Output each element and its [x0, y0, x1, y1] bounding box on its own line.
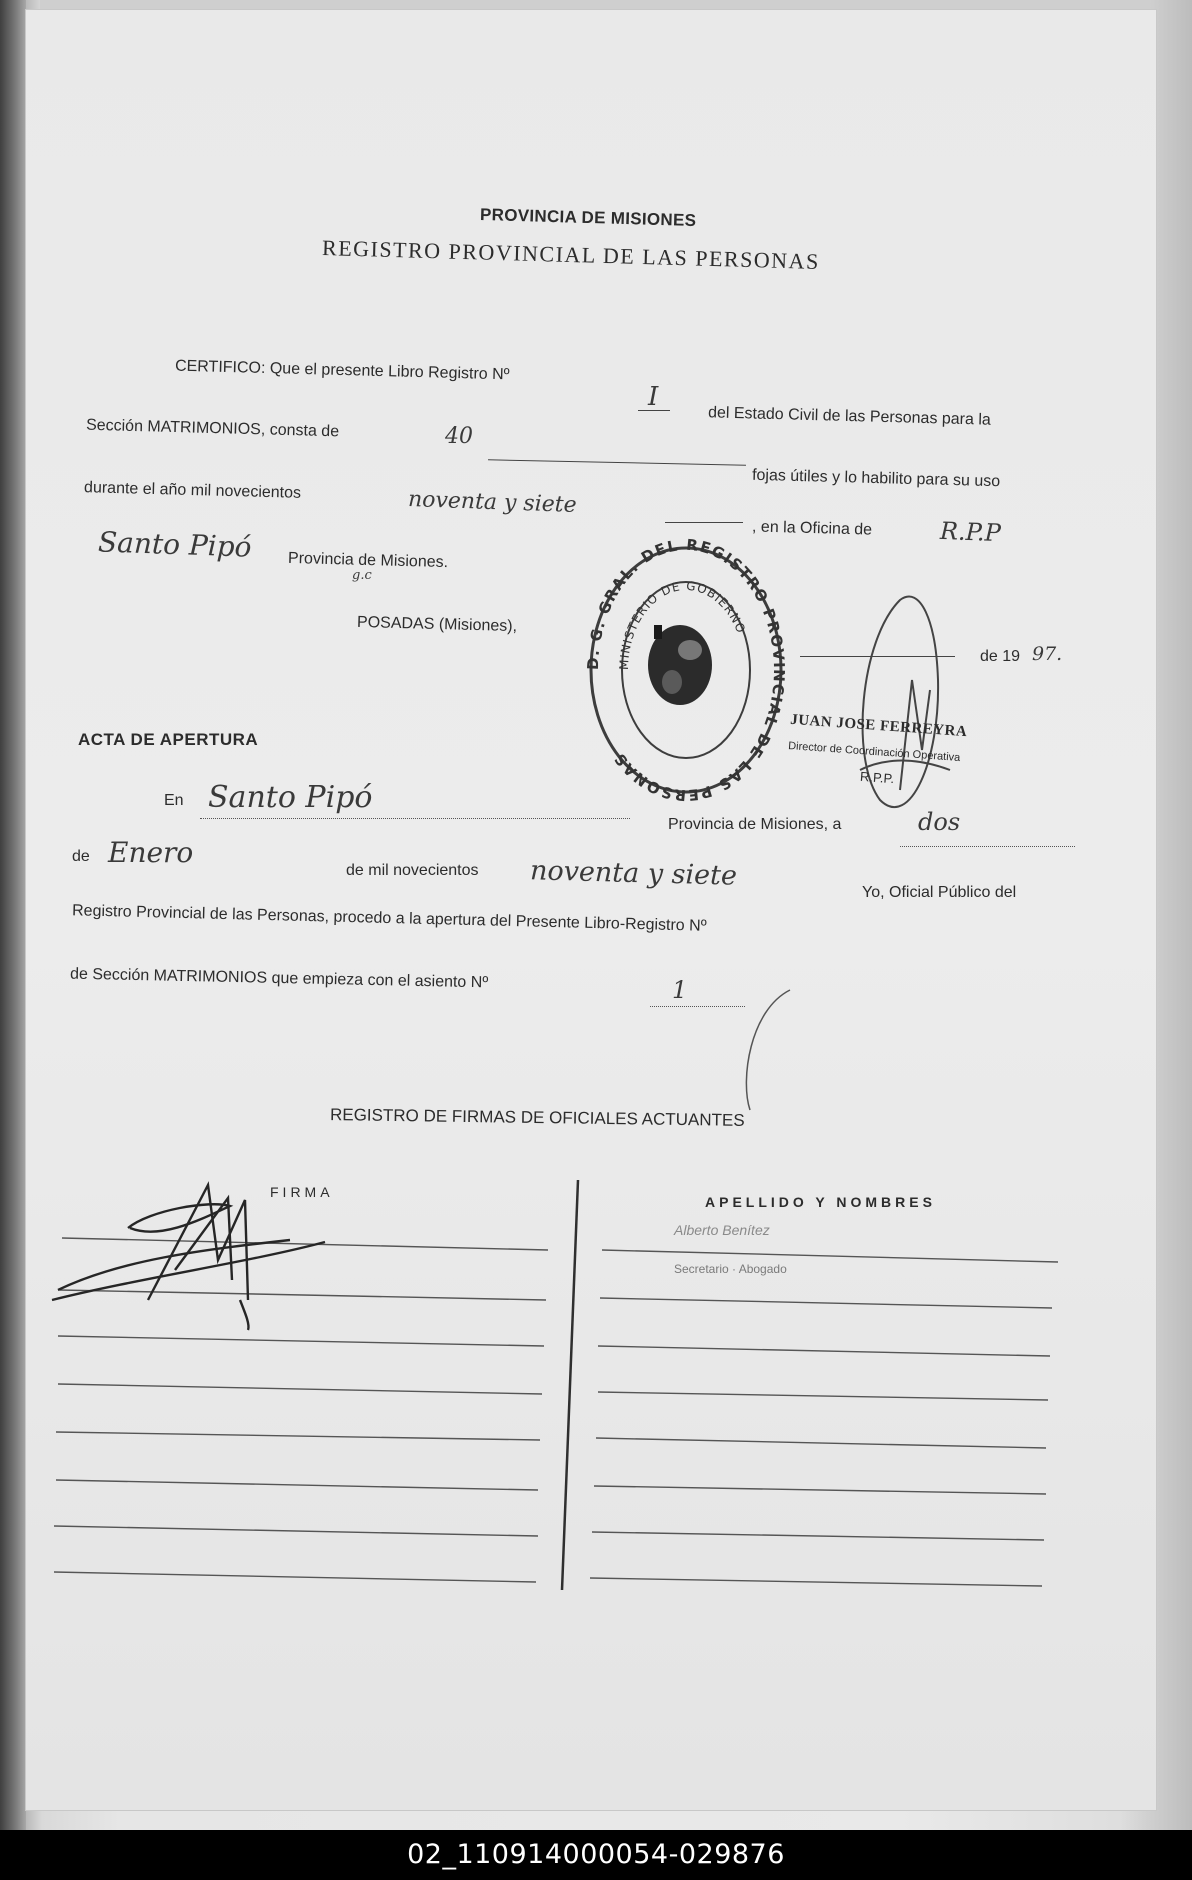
book-binding-edge: [0, 0, 26, 1830]
pages-count-handwritten: 40: [445, 424, 473, 449]
initials-handwritten: g.c: [352, 568, 372, 583]
acta-de-label: de: [72, 848, 90, 865]
signatory-name: JUAN JOSE FERREYRA: [789, 711, 968, 741]
acta-entry-underline: [650, 1006, 745, 1007]
year-words-handwritten: noventa y siete: [407, 487, 577, 518]
year-words-underline: [665, 522, 743, 523]
certificate-province: Provincia de Misiones.: [287, 549, 449, 572]
date-underline: [800, 656, 955, 657]
stamp-inner-text: MINISTERIO DE GOBIERNO: [616, 578, 749, 671]
date-year-label: de 19: [980, 648, 1021, 665]
certificate-line-2-tail: fojas útiles y lo habilito para su uso: [751, 466, 1001, 491]
place-handwritten: Santo Pipó: [97, 525, 253, 564]
acta-day-handwritten: dos: [918, 808, 961, 836]
certificate-office-label: , en la Oficina de: [751, 518, 873, 539]
acta-line-3: de Sección MATRIMONIOS que empieza con el asiento Nº: [69, 965, 489, 992]
acta-entry-number-handwritten: 1: [672, 976, 688, 1004]
acta-place-handwritten: Santo Pipó: [208, 780, 373, 815]
stamp-ring-text: D. G. GRAL. DEL REGISTRO PROVINCIAL DE LAS PERSONAS: [583, 535, 789, 805]
acta-year-handwritten: noventa y siete: [529, 855, 738, 892]
book-number-handwritten: I: [648, 382, 659, 412]
acta-title: ACTA DE APERTURA: [78, 730, 259, 749]
signatory-org: R.P.P.: [859, 768, 895, 787]
certificate-line-3: durante el año mil novecientos: [83, 479, 302, 502]
acta-day-underline: [900, 846, 1075, 847]
certificate-line-1: CERTIFICO: Que el presente Libro Registro Nº: [174, 357, 510, 384]
signatory-title: Director de Coordinación Operativa: [787, 740, 961, 764]
acta-month-handwritten: Enero: [108, 836, 194, 869]
province-heading: PROVINCIA DE MISIONES: [479, 204, 697, 231]
certificate-line-1-tail: del Estado Civil de las Personas para la: [707, 404, 992, 429]
acta-province-label: Provincia de Misiones, a: [668, 816, 842, 833]
registry-heading: REGISTRO PROVINCIAL DE LAS PERSONAS: [321, 235, 821, 274]
signatures-title: REGISTRO DE FIRMAS DE OFICIALES ACTUANTES: [329, 1105, 745, 1130]
signature-column-header: FIRMA: [270, 1184, 334, 1200]
posadas-label: POSADAS (Misiones),: [356, 613, 518, 636]
stamped-name-line-2: Secretario · Abogado: [674, 1262, 787, 1276]
names-column-header: APELLIDO Y NOMBRES: [705, 1194, 936, 1210]
certificate-line-2: Sección MATRIMONIOS, consta de: [85, 416, 340, 441]
office-handwritten: R.P.P: [939, 516, 1002, 548]
stamped-name-line-1: Alberto Benítez: [674, 1222, 770, 1238]
book-number-underline: [638, 410, 670, 411]
acta-yo-label: Yo, Oficial Público del: [862, 884, 1017, 901]
document-id-footer: 02_110914000054-029876: [0, 1830, 1192, 1880]
year-digits-handwritten: 97.: [1032, 643, 1063, 665]
acta-mil-label: de mil novecientos: [346, 862, 479, 879]
acta-place-underline: [200, 818, 630, 819]
acta-en-label: En: [164, 792, 184, 809]
acta-line-2: Registro Provincial de las Personas, procedo a la apertura del Presente Libro-Registro Nº: [71, 902, 707, 935]
